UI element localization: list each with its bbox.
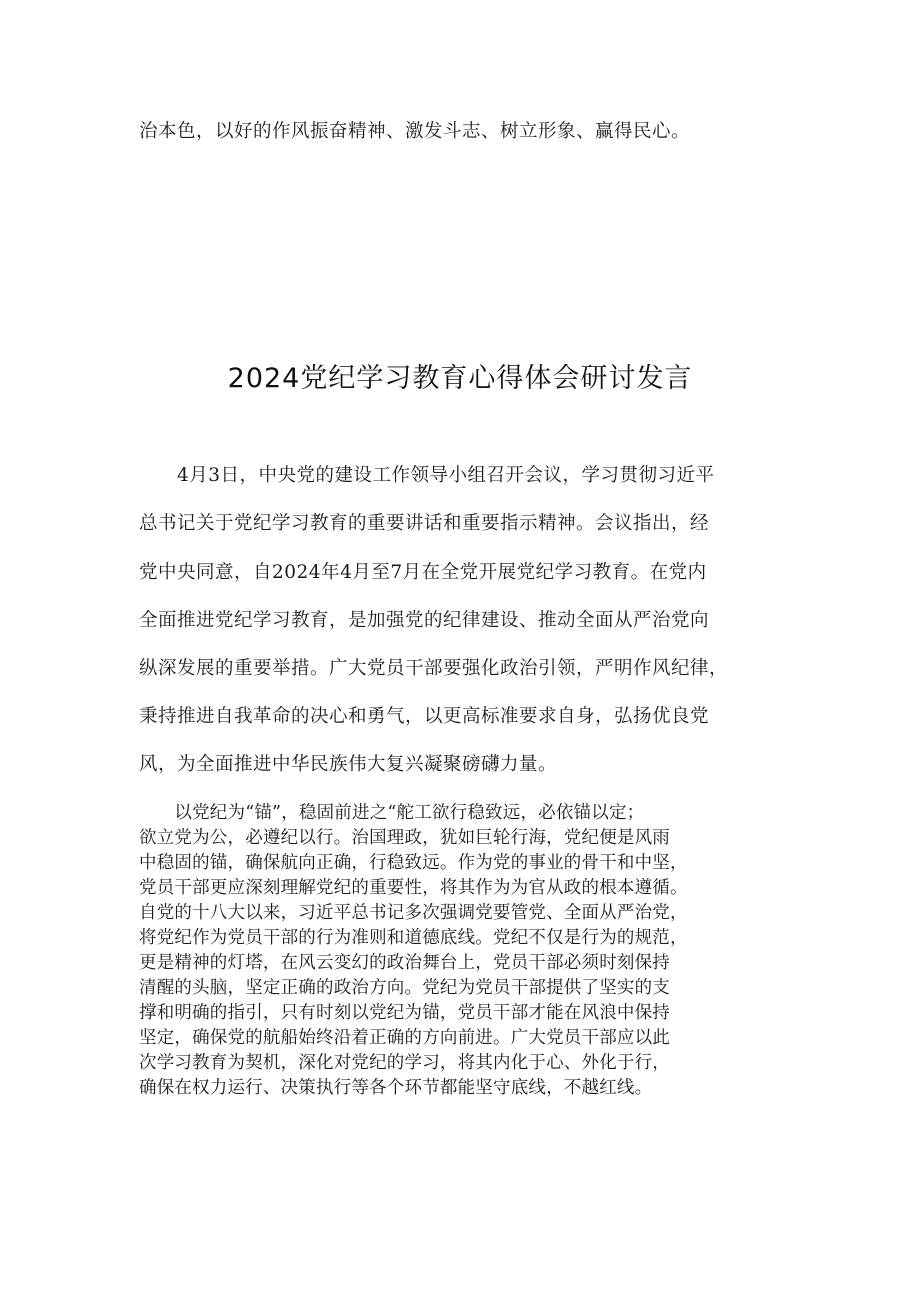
document-title: 2024党纪学习教育心得体会研讨发言 — [227, 363, 693, 394]
paragraph-2-line: 欲立党为公，必遵纪以行。治国理政，犹如巨轮行海，党纪便是风雨 — [139, 828, 670, 848]
paragraph-2-line: 中稳固的锚，确保航向正确，行稳致远。作为党的事业的骨干和中坚， — [139, 853, 688, 873]
paragraph-2-line: 以党纪为“锚”，稳固前进之“舵工欲行稳致远，必依锚以定； — [139, 803, 645, 823]
paragraph-1-line: 总书记关于党纪学习教育的重要讲话和重要指示精神。会议指出，经 — [139, 513, 710, 534]
paragraph-1-line: 纵深发展的重要举措。广大党员干部要强化政治引领，严明作风纪律， — [139, 658, 729, 679]
paragraph-2-line: 坚定，确保党的航船始终沿着正确的方向前进。广大党员干部应以此 — [139, 1028, 670, 1048]
paragraph-2-line: 次学习教育为契机，深化对党纪的学习，将其内化于心、外化于行， — [139, 1053, 670, 1073]
paragraph-1-line: 风，为全面推进中华民族伟大复兴凝聚磅礴力量。 — [139, 754, 558, 775]
paragraph-2-line: 更是精神的灯塔，在风云变幻的政治舞台上，党员干部必须时刻保持 — [139, 953, 670, 973]
paragraph-2-line: 撑和明确的指引，只有时刻以党纪为锚，党员干部才能在风浪中保持 — [139, 1003, 670, 1023]
paragraph-1-line: 党中央同意，自2024年4月至7月在全党开展党纪学习教育。在党内 — [139, 562, 707, 583]
paragraph-2-line: 党员干部更应深刻理解党纪的重要性，将其作为为官从政的根本遵循。 — [139, 878, 688, 898]
paragraph-1-line: 全面推进党纪学习教育，是加强党的纪律建设、推动全面从严治党向 — [139, 610, 710, 631]
paragraph-2-line: 确保在权力运行、决策执行等各个环节都能坚守底线，不越红线。 — [139, 1078, 653, 1098]
paragraph-2-line: 清醒的头脑，坚定正确的政治方向。党纪为党员干部提供了坚实的支 — [139, 978, 670, 998]
paragraph-2-line: 将党纪作为党员干部的行为准则和道德底线。党纪不仅是行为的规范， — [139, 928, 688, 948]
carry-over-line: 治本色，以好的作风振奋精神、激发斗志、树立形象、赢得民心。 — [139, 121, 691, 142]
paragraph-2-line: 自党的十八大以来，习近平总书记多次强调党要管党、全面从严治党， — [139, 903, 688, 923]
paragraph-1-line: 4月3日，中央党的建设工作领导小组召开会议，学习贯彻习近平 — [139, 465, 715, 486]
paragraph-1-line: 秉持推进自我革命的决心和勇气，以更高标准要求自身，弘扬优良党 — [139, 706, 710, 727]
